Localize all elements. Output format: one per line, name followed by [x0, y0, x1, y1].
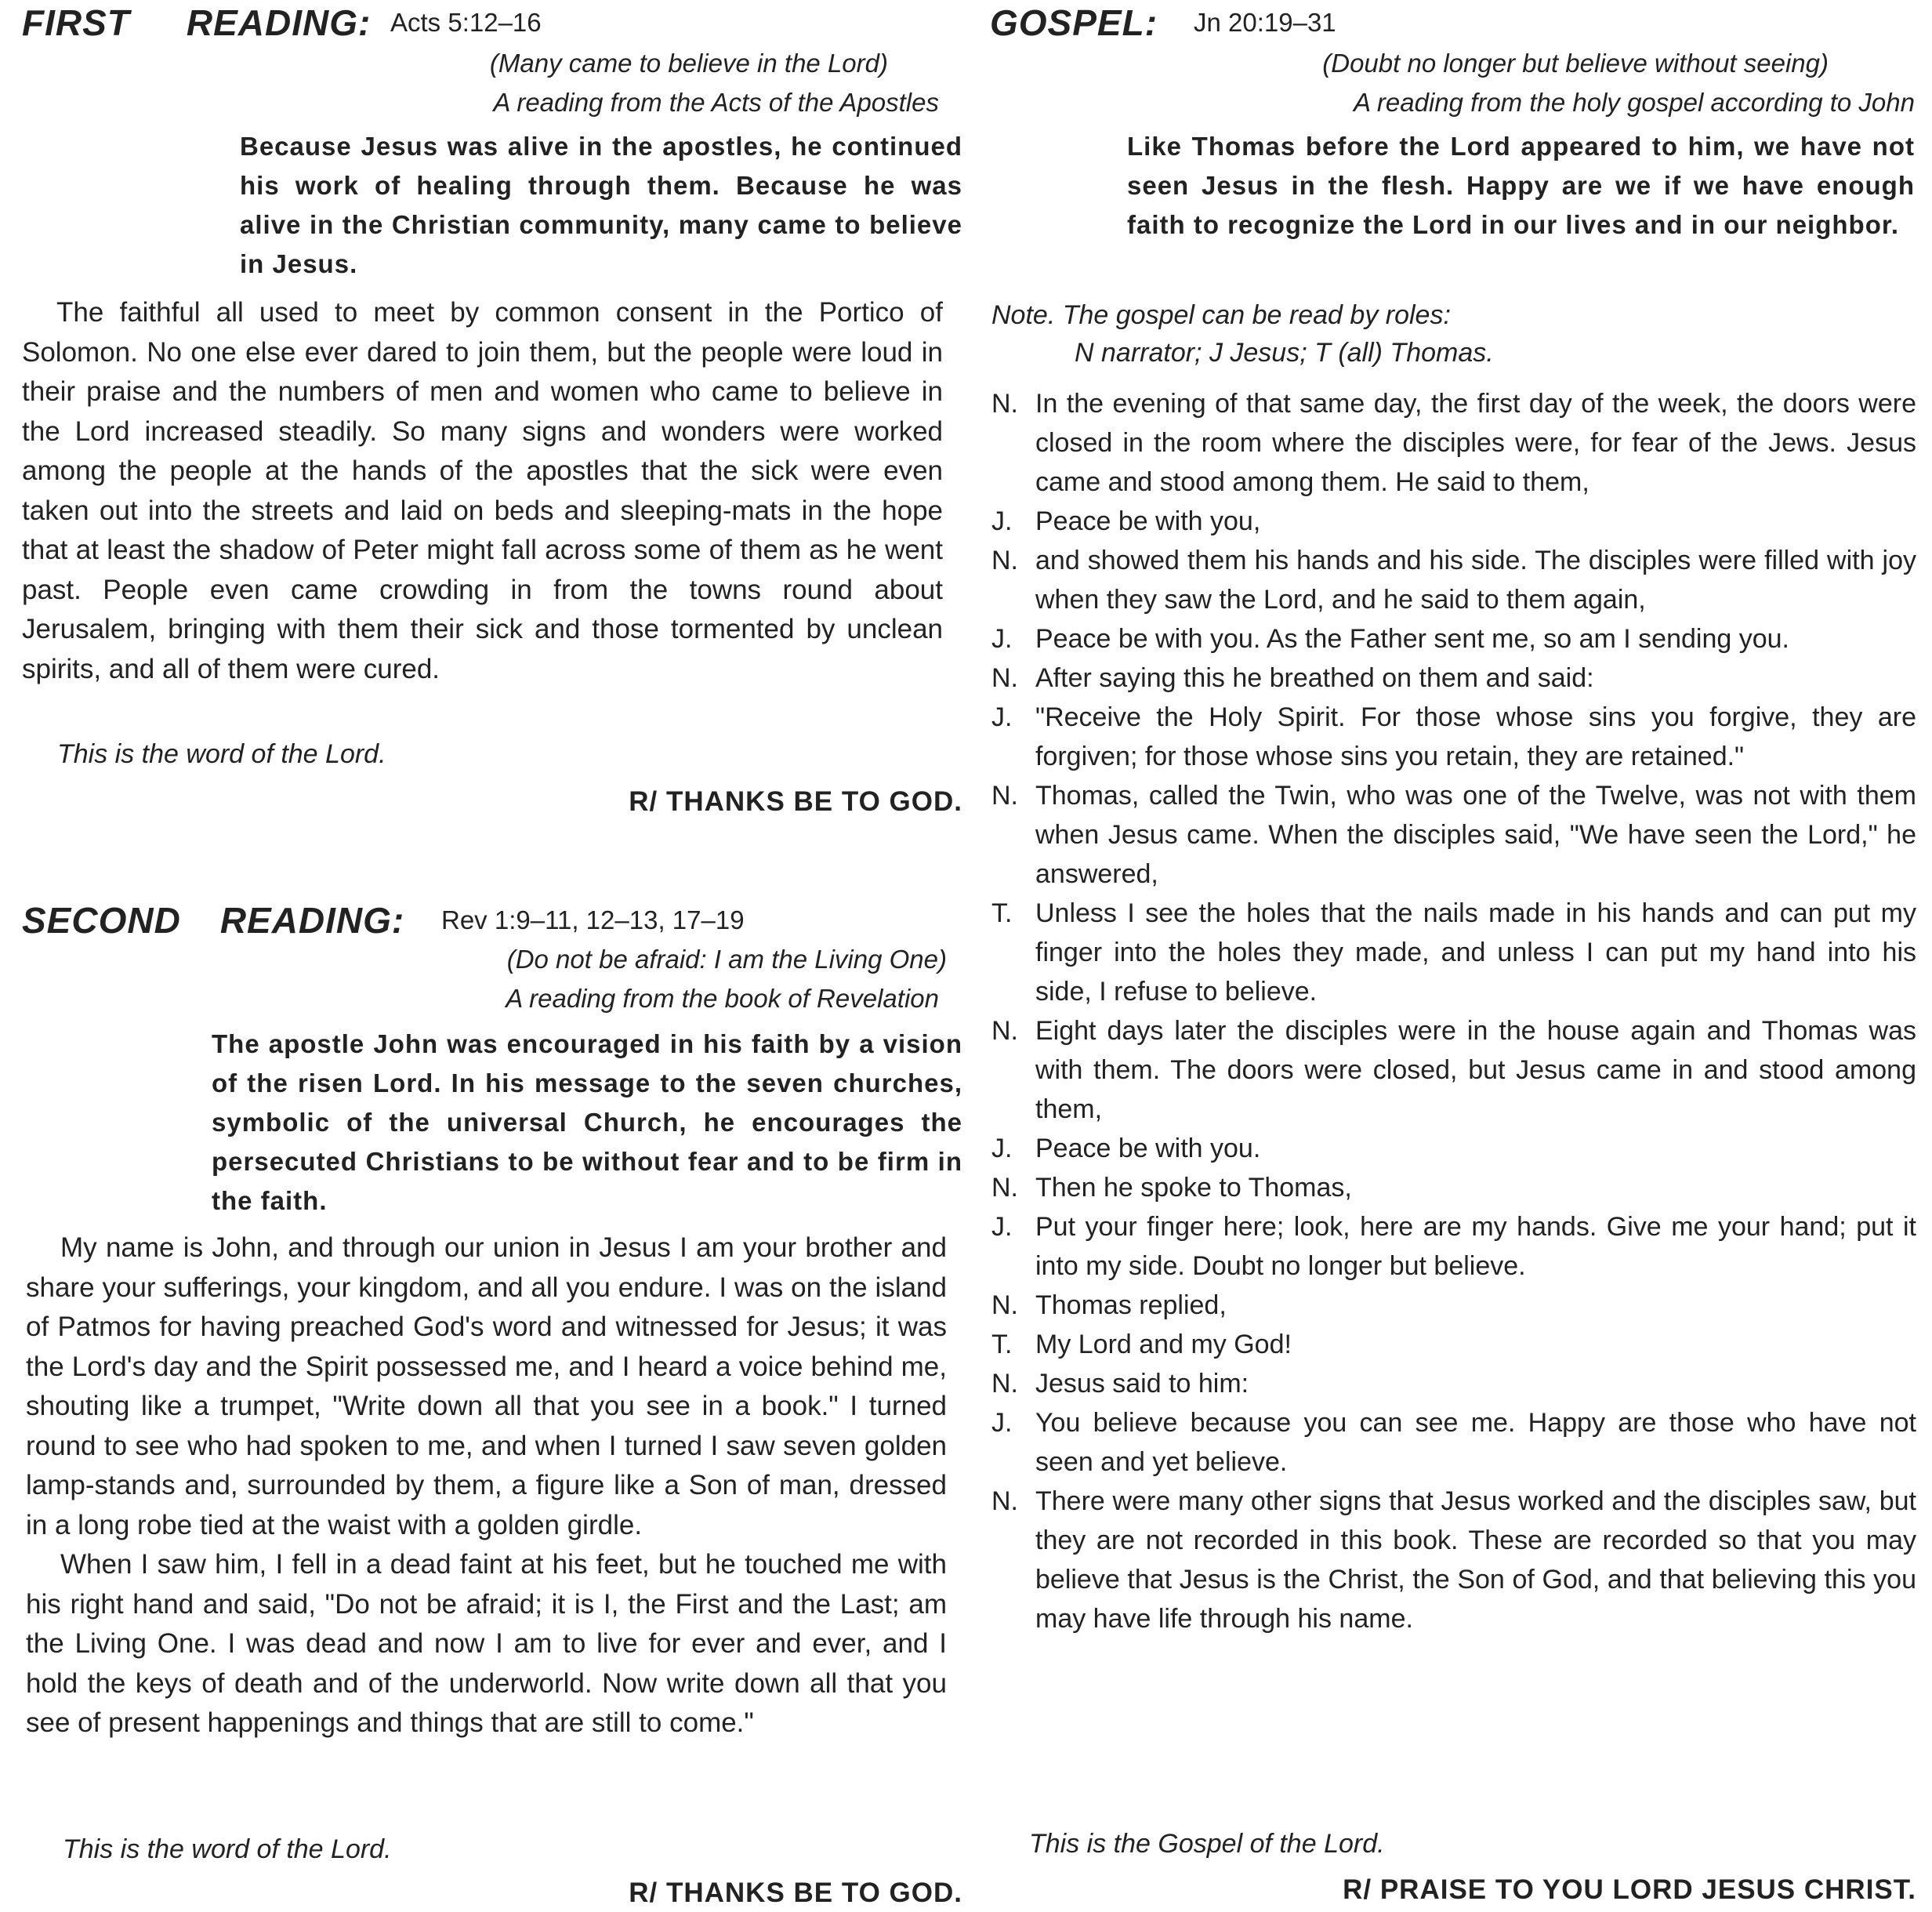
- second-reading-label-a: SECOND: [22, 900, 181, 941]
- first-reading-heading: [22, 2, 947, 42]
- dialogue-line: [991, 1403, 1916, 1482]
- dialogue-speaker: N.: [991, 1290, 1018, 1320]
- dialogue-text: You believe because you can see me. Happy are those who have not seen and yet believe.: [1035, 1408, 1916, 1477]
- dialogue-text: Then he spoke to Thomas,: [1035, 1173, 1352, 1203]
- dialogue-speaker: J.: [991, 1134, 1013, 1163]
- dialogue-line: [991, 1364, 1916, 1403]
- gospel-label: GOSPEL:: [990, 2, 1158, 43]
- second-reading-intro: The apostle John was encouraged in his faith by a vision of the risen Lord. In his message to the seven churches, symbolic of the universal Church, he encourages the persecuted Christians to be without fear and to be firm in the faith.: [212, 1029, 962, 1215]
- dialogue-line: [991, 894, 1916, 1011]
- first-reading-closing: This is the word of the Lord.: [57, 739, 386, 769]
- dialogue-text: Thomas, called the Twin, who was one of the Twelve, was not with them when Jesus came. When the disciples said, "We have seen the Lord," he answered,: [1035, 781, 1916, 889]
- dialogue-text: Peace be with you.: [1035, 1134, 1261, 1163]
- dialogue-speaker: J.: [991, 702, 1013, 732]
- dialogue-speaker: T.: [991, 898, 1013, 928]
- dialogue-speaker: N.: [991, 663, 1018, 693]
- gospel-response: R/ PRAISE TO YOU LORD JESUS CHRIST.: [1343, 1874, 1916, 1905]
- dialogue-speaker: J.: [991, 506, 1013, 536]
- dialogue-speaker: N.: [991, 389, 1018, 419]
- dialogue-speaker: J.: [991, 1408, 1013, 1438]
- dialogue-text: In the evening of that same day, the first day of the week, the doors were closed in the room where the disciples were, for fear of the Jews. Jesus came and stood among them. He said to them,: [1035, 389, 1916, 497]
- first-reading-source: A reading from the Acts of the Apostles: [493, 88, 939, 117]
- dialogue-speaker: N.: [991, 546, 1018, 575]
- dialogue-line: [991, 619, 1916, 658]
- dialogue-speaker: J.: [991, 624, 1013, 654]
- first-reading-intro: Because Jesus was alive in the apostles, he continued his work of healing through them. Because he was alive in the Christian community, many came to believe in Jesus.: [240, 132, 962, 278]
- second-reading: [22, 899, 947, 1018]
- dialogue-speaker: T.: [991, 1330, 1013, 1359]
- gospel: [990, 2, 1915, 122]
- dialogue-text: Peace be with you. As the Father sent me, so am I sending you.: [1035, 624, 1789, 654]
- dialogue-line: [991, 384, 1916, 502]
- dialogue-line: [991, 1286, 1916, 1325]
- dialogue-speaker: N.: [991, 1173, 1018, 1203]
- dialogue-text: Unless I see the holes that the nails made in his hands and can put my finger into the holes they made, and unless I can put my hand into his side, I refuse to believe.: [1035, 898, 1916, 1007]
- dialogue-line: [991, 541, 1916, 619]
- second-reading-response: R/ THANKS BE TO GOD.: [629, 1878, 962, 1908]
- first-reading-paragraph: The faithful all used to meet by common consent in the Portico of Solomon. No one else ever dared to join them, but the people were loud in their praise and the numbers of men and women who came to believe in the Lord increased steadily. So many signs and wonders were worked among the people at the hands of the apostles that the sick were even taken out into the streets and laid on beds and sleeping-mats in the hope that at least the shadow of Peter might fall across some of them as he went past. People even came crowding in from the towns round about Jerusalem, bringing with them their sick and those tormented by unclean spirits, and all of them were cured.: [22, 297, 943, 684]
- dialogue-line: [991, 1325, 1916, 1364]
- dialogue-speaker: N.: [991, 1016, 1018, 1046]
- gospel-intro: Like Thomas before the Lord appeared to him, we have not seen Jesus in the flesh. Happy are we if we have enough faith to recognize the Lord in our lives and in our neighbor.: [1127, 132, 1915, 239]
- dialogue-text: "Receive the Holy Spirit. For those whose sins you forgive, they are forgiven; for those whose sins you retain, they are retained.": [1035, 702, 1916, 771]
- second-reading-theme: (Do not be afraid: I am the Living One): [506, 945, 947, 974]
- dialogue-text: There were many other signs that Jesus worked and the disciples saw, but they are not recorded in this book. These are recorded so that you may believe that Jesus is the Christ, the Son of God, and that believing this you may have life through his name.: [1035, 1486, 1916, 1634]
- dialogue-line: [991, 698, 1916, 776]
- dialogue-text: Put your finger here; look, here are my hands. Give me your hand; put it into my side. Doubt no longer but believe.: [1035, 1212, 1916, 1281]
- gospel-dialogue: [991, 384, 1916, 1638]
- first-reading-label-b: READING:: [186, 2, 372, 43]
- dialogue-line: [991, 1207, 1916, 1286]
- first-reading-reference: Acts 5:12–16: [390, 8, 542, 37]
- dialogue-line: [991, 658, 1916, 698]
- dialogue-text: Jesus said to him:: [1035, 1369, 1249, 1399]
- dialogue-text: Thomas replied,: [1035, 1290, 1227, 1320]
- dialogue-speaker: J.: [991, 1212, 1013, 1242]
- dialogue-line: [991, 1129, 1916, 1168]
- first-reading-theme: (Many came to believe in the Lord): [489, 49, 888, 78]
- first-reading-response: R/ THANKS BE TO GOD.: [629, 786, 962, 817]
- second-reading-label-b: READING:: [219, 900, 405, 941]
- dialogue-text: After saying this he breathed on them and said:: [1035, 663, 1594, 693]
- second-reading-paragraph-2: When I saw him, I fell in a dead faint at his feet, but he touched me with his right hand and said, "Do not be afraid; it is I, the First and the Last; am the Living One. I was dead and now I am to live for ever and ever, and I hold the keys of death and of the underworld. Now write down all that you see of present happenings and things that are still to come.": [26, 1549, 947, 1738]
- dialogue-line: [991, 1482, 1916, 1638]
- dialogue-text: My Lord and my God!: [1035, 1330, 1292, 1359]
- dialogue-line: [991, 776, 1916, 894]
- first-reading-label-a: FIRST: [22, 2, 130, 43]
- second-reading-closing: This is the word of the Lord.: [63, 1834, 392, 1864]
- second-reading-heading: [22, 899, 947, 940]
- first-reading: [22, 2, 947, 122]
- gospel-note-line-1: Note. The gospel can be read by roles:: [991, 300, 1451, 330]
- gospel-heading: [990, 2, 1915, 42]
- second-reading-reference: Rev 1:9–11, 12–13, 17–19: [441, 905, 745, 934]
- dialogue-text: Eight days later the disciples were in the house again and Thomas was with them. The doors were closed, but Jesus came in and stood among them,: [1035, 1016, 1916, 1124]
- dialogue-line: [991, 502, 1916, 541]
- dialogue-speaker: N.: [991, 781, 1018, 811]
- second-reading-paragraph-1: My name is John, and through our union in Jesus I am your brother and share your sufferings, your kingdom, and all you endure. I was on the island of Patmos for having preached God's word and witnessed for Jesus; it was the Lord's day and the Spirit possessed me, and I heard a voice behind me, shouting like a trumpet, "Write down all that you see in a book." I turned round to see who had spoken to me, and when I turned I saw seven golden lamp-stands and, surrounded by them, a figure like a Son of man, dressed in a long robe tied at the waist with a golden girdle.: [26, 1232, 947, 1540]
- dialogue-line: [991, 1011, 1916, 1129]
- gospel-theme: (Doubt no longer but believe without seeing): [1322, 49, 1829, 78]
- gospel-reference: Jn 20:19–31: [1194, 8, 1336, 37]
- dialogue-line: [991, 1168, 1916, 1207]
- gospel-note: [991, 296, 1916, 372]
- dialogue-speaker: N.: [991, 1369, 1018, 1399]
- dialogue-speaker: N.: [991, 1486, 1018, 1516]
- dialogue-text: Peace be with you,: [1035, 506, 1261, 536]
- second-reading-source: A reading from the book of Revelation: [506, 984, 939, 1013]
- dialogue-text: and showed them his hands and his side. The disciples were filled with joy when they saw the Lord, and he said to them again,: [1035, 546, 1916, 615]
- gospel-note-line-2: N narrator; J Jesus; T (all) Thomas.: [1075, 338, 1494, 368]
- gospel-source: A reading from the holy gospel according to John: [1353, 88, 1915, 117]
- gospel-closing: This is the Gospel of the Lord.: [1029, 1829, 1385, 1859]
- second-reading-text: [26, 1228, 947, 1743]
- first-reading-text: [22, 293, 943, 689]
